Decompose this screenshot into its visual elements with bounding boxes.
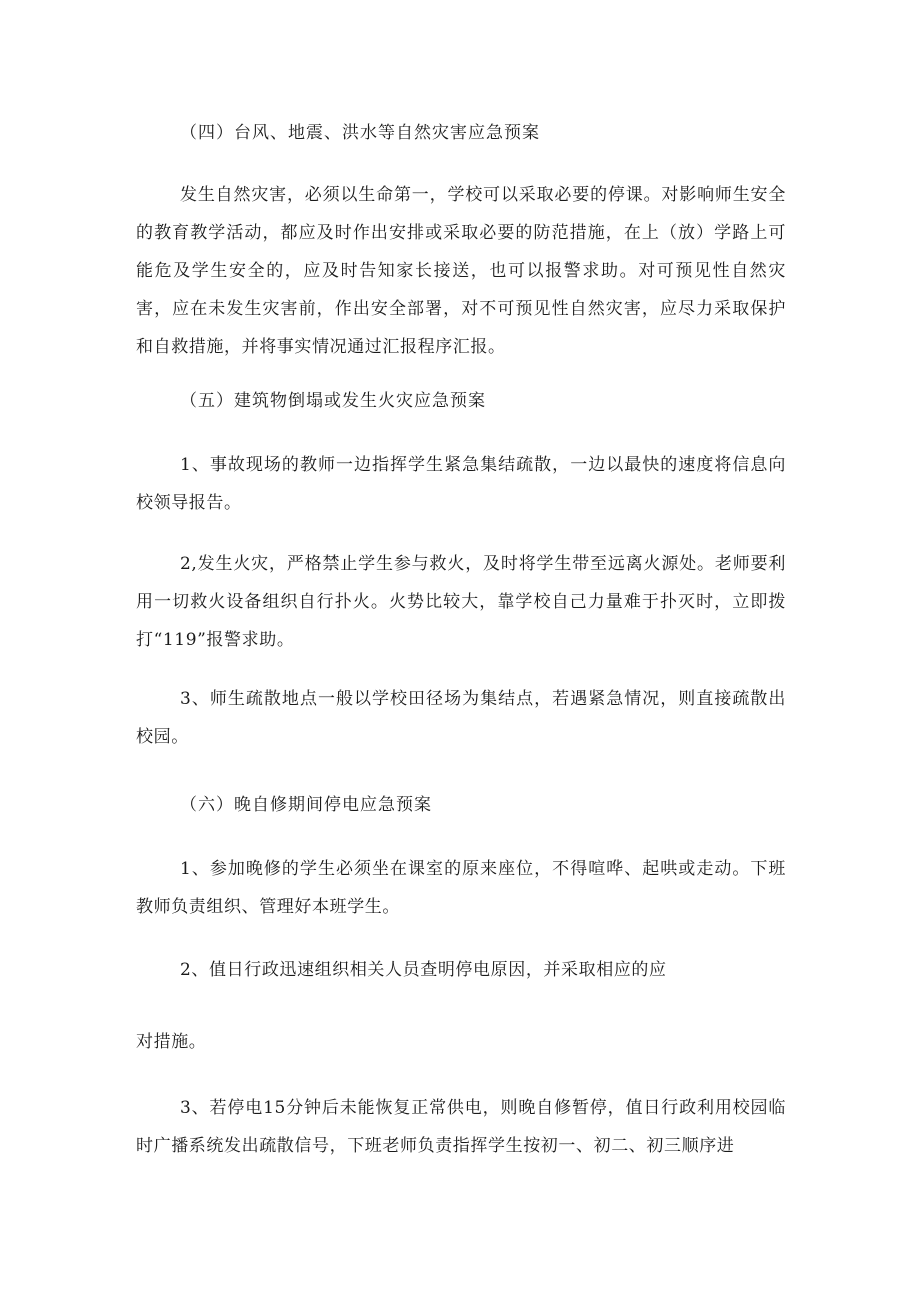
paragraph-power-3: 3、若停电15分钟后未能恢复正常供电，则晚自修暂停，值日行政利用校园临时广播系统发出疏散信号，下班老师负责指挥学生按初一、初二、初三顺序进 — [136, 1098, 786, 1156]
paragraph-fire-2: 2,发生火灾，严格禁止学生参与救火，及时将学生带至远离火源处。老师要利用一切救火设备组织自行扑火。火势比较大，靠学校自己力量难于扑灭时，立即拨打“119”报警求助。 — [136, 554, 786, 650]
section-heading-6: （六）晚自修期间停电应急预案 — [180, 795, 432, 815]
paragraph-power-2: 2、值日行政迅速组织相关人员查明停电原因，并采取相应的应 — [180, 960, 667, 980]
paragraph-fire-1: 1、事故现场的教师一边指挥学生紧急集结疏散，一边以最快的速度将信息向校领导报告。 — [136, 455, 786, 513]
section-heading-5: （五）建筑物倒塌或发生火灾应急预案 — [180, 391, 486, 411]
paragraph-power-1: 1、参加晚修的学生必须坐在课室的原来座位，不得喧哗、起哄或走动。下班教师负责组织、管理好本班学生。 — [136, 859, 786, 917]
section-heading-4: （四）台风、地震、洪水等自然灾害应急预案 — [180, 123, 540, 143]
paragraph-power-2-continued: 对措施。 — [136, 1032, 207, 1052]
paragraph-natural-disaster: 发生自然灾害，必须以生命第一，学校可以采取必要的停课。对影响师生安全的教育教学活动，都应及时作出安排或采取必要的防范措施，在上（放）学路上可能危及学生安全的，应及时告知家长接送，也可以报警求助。对可预见性自然灾害，应在未发生灾害前，作出安全部署，对不可预见性自然灾害，应尽力采取保护和自救措施，并将事实情况通过汇报程序汇报。 — [136, 185, 786, 357]
paragraph-fire-3: 3、师生疏散地点一般以学校田径场为集结点，若遇紧急情况，则直接疏散出校园。 — [136, 689, 786, 747]
